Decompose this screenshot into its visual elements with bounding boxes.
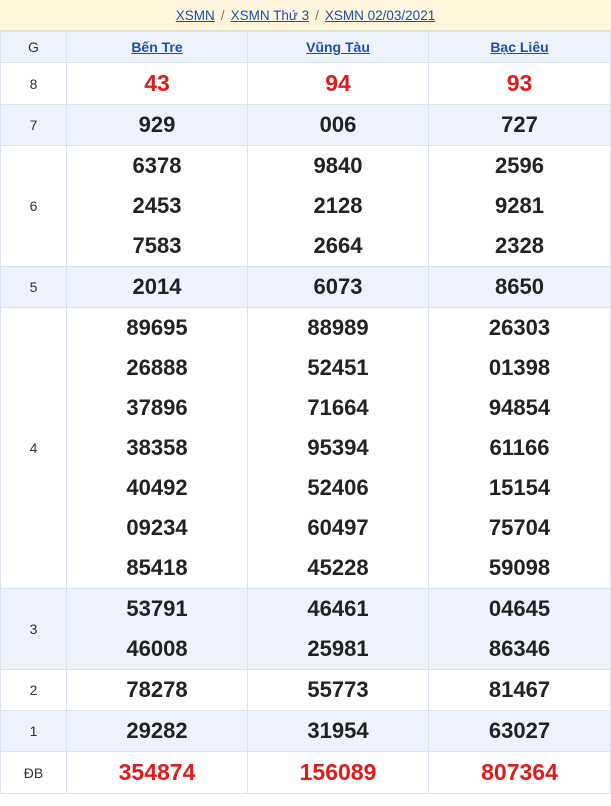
column-header-prize: G xyxy=(1,32,67,63)
result-number: 89695 xyxy=(126,315,188,340)
result-number: 006 xyxy=(319,112,357,137)
breadcrumb-item-0[interactable]: XSMN xyxy=(175,7,215,23)
result-number: 40492 xyxy=(126,475,188,500)
result-number: 71664 xyxy=(307,395,369,420)
result-number: 60497 xyxy=(307,515,369,540)
result-number: 9840 xyxy=(313,153,363,178)
column-header-province-2 xyxy=(429,32,611,63)
column-header-province-1 xyxy=(248,32,429,63)
result-number: 53791 xyxy=(126,596,188,621)
result-number: 85418 xyxy=(126,555,188,580)
result-number: 45228 xyxy=(307,555,369,580)
result-number: 52451 xyxy=(307,355,369,380)
table-row xyxy=(1,589,611,670)
result-cell xyxy=(429,146,611,267)
result-number: 354874 xyxy=(118,759,196,785)
result-number: 75704 xyxy=(488,515,551,540)
result-number: 38358 xyxy=(126,435,188,460)
result-number: 6073 xyxy=(313,274,363,299)
result-number: 01398 xyxy=(488,355,551,380)
result-cell xyxy=(248,146,429,267)
result-cell xyxy=(248,308,429,589)
prize-label: 6 xyxy=(1,146,67,267)
result-cell xyxy=(248,670,429,711)
result-number: 26303 xyxy=(488,315,551,340)
result-number: 29282 xyxy=(126,718,188,743)
prize-label: 5 xyxy=(1,267,67,308)
result-cell xyxy=(67,589,248,670)
table-row xyxy=(1,146,611,267)
lottery-results-table xyxy=(0,31,611,794)
result-cell xyxy=(248,267,429,308)
result-cell xyxy=(248,63,429,105)
table-row xyxy=(1,308,611,589)
result-cell xyxy=(67,267,248,308)
prize-label: 1 xyxy=(1,711,67,752)
table-row xyxy=(1,711,611,752)
result-number: 37896 xyxy=(126,395,188,420)
result-number: 2664 xyxy=(313,233,363,258)
province-link-0[interactable]: Bến Tre xyxy=(131,39,183,55)
result-number: 26888 xyxy=(126,355,188,380)
result-number: 8650 xyxy=(495,274,544,299)
prize-label: 2 xyxy=(1,670,67,711)
result-cell xyxy=(429,267,611,308)
breadcrumb xyxy=(0,0,611,31)
result-cell xyxy=(67,146,248,267)
prize-label: 7 xyxy=(1,105,67,146)
result-number: 2128 xyxy=(313,193,363,218)
result-number: 94854 xyxy=(488,395,551,420)
result-cell xyxy=(429,752,611,794)
result-number: 63027 xyxy=(488,718,551,743)
breadcrumb-separator: / xyxy=(220,7,225,23)
result-number: 929 xyxy=(138,112,176,137)
table-body xyxy=(1,63,611,794)
result-cell xyxy=(67,308,248,589)
result-number: 6378 xyxy=(132,153,182,178)
result-cell xyxy=(67,670,248,711)
table-row xyxy=(1,670,611,711)
result-number: 25981 xyxy=(307,636,369,661)
result-number: 46008 xyxy=(126,636,188,661)
result-number: 94 xyxy=(325,70,351,96)
result-number: 04645 xyxy=(488,596,551,621)
breadcrumb-separator: / xyxy=(315,7,319,23)
result-number: 2596 xyxy=(495,153,544,178)
result-number: 7583 xyxy=(132,233,182,258)
result-number: 807364 xyxy=(481,759,558,785)
result-cell xyxy=(429,308,611,589)
prize-label: 3 xyxy=(1,589,67,670)
result-number: 86346 xyxy=(488,636,551,661)
table-row xyxy=(1,105,611,146)
result-number: 31954 xyxy=(307,718,369,743)
prize-label: 4 xyxy=(1,308,67,589)
result-cell xyxy=(67,63,248,105)
result-number: 81467 xyxy=(488,677,551,702)
column-header-province-0 xyxy=(67,32,248,63)
result-number: 55773 xyxy=(307,677,369,702)
result-number: 9281 xyxy=(495,193,544,218)
result-number: 59098 xyxy=(488,555,551,580)
result-cell xyxy=(67,711,248,752)
result-number: 52406 xyxy=(307,475,369,500)
prize-label: ĐB xyxy=(1,752,67,794)
result-cell xyxy=(429,63,611,105)
table-row xyxy=(1,63,611,105)
result-cell xyxy=(429,105,611,146)
result-number: 2453 xyxy=(132,193,182,218)
result-cell xyxy=(429,589,611,670)
result-number: 46461 xyxy=(307,596,369,621)
table-row xyxy=(1,752,611,794)
result-number: 2328 xyxy=(495,233,544,258)
result-cell xyxy=(429,670,611,711)
result-number: 61166 xyxy=(489,435,550,460)
result-cell xyxy=(248,752,429,794)
result-number: 15154 xyxy=(488,475,551,500)
result-number: 156089 xyxy=(299,759,377,785)
result-cell xyxy=(67,105,248,146)
result-number: 43 xyxy=(144,70,170,96)
province-link-1[interactable]: Vũng Tàu xyxy=(306,39,370,55)
breadcrumb-item-1[interactable]: XSMN Thứ 3 xyxy=(230,7,310,23)
table-header xyxy=(1,32,611,63)
prize-label: 8 xyxy=(1,63,67,105)
result-cell xyxy=(248,589,429,670)
result-number: 93 xyxy=(506,70,533,96)
result-cell xyxy=(248,711,429,752)
result-number: 95394 xyxy=(307,435,369,460)
result-cell xyxy=(248,105,429,146)
result-cell xyxy=(429,711,611,752)
province-link-2[interactable]: Bạc Liêu xyxy=(490,39,549,55)
breadcrumb-item-2[interactable]: XSMN 02/03/2021 xyxy=(324,7,436,23)
result-cell xyxy=(67,752,248,794)
result-number: 727 xyxy=(501,112,538,137)
result-number: 88989 xyxy=(307,315,369,340)
result-number: 78278 xyxy=(126,677,188,702)
result-number: 2014 xyxy=(132,274,182,299)
table-row xyxy=(1,267,611,308)
result-number: 09234 xyxy=(126,515,188,540)
